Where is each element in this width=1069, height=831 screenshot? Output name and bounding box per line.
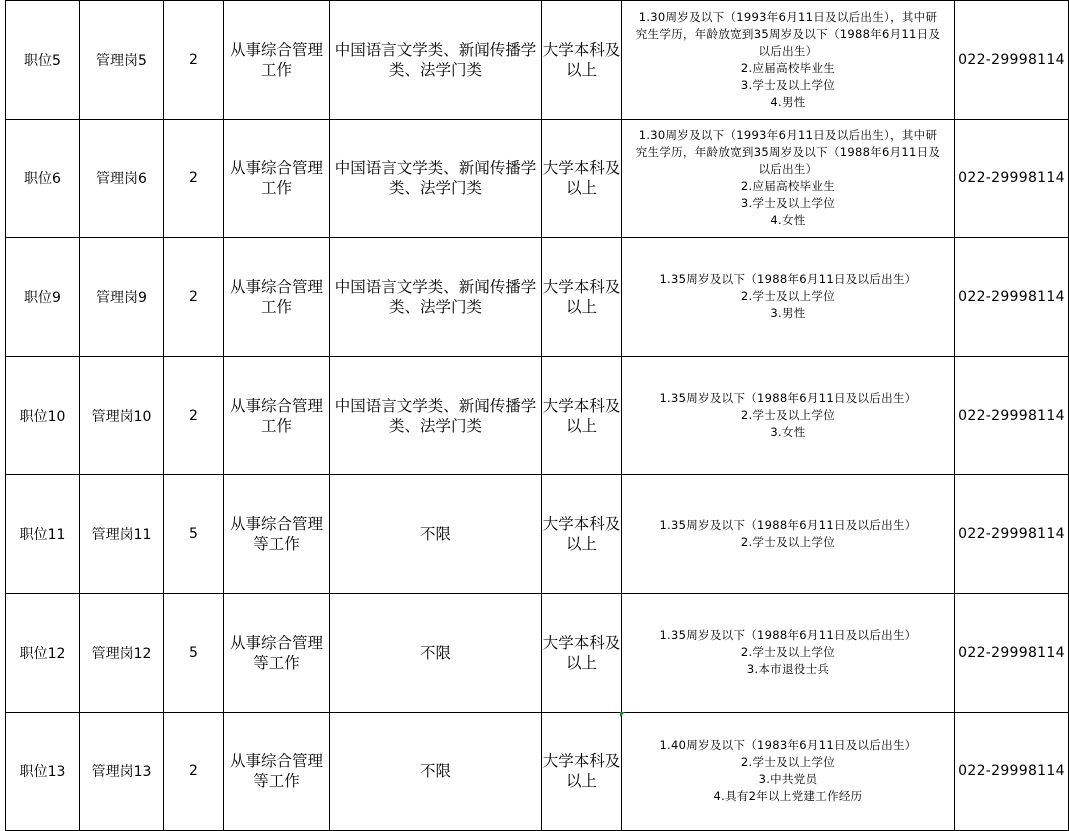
requirement-line: 2.应届高校毕业生 — [740, 60, 836, 75]
headcount-cell[interactable]: 2 — [164, 1, 224, 120]
education-cell[interactable]: 大学本科及以上 — [542, 593, 622, 712]
requirement-line: 3.女性 — [770, 425, 806, 440]
work-content-cell[interactable]: 从事综合管理等工作 — [224, 475, 330, 594]
requirement-line: 2.学士及以上学位 — [740, 645, 836, 660]
table-row — [6, 593, 1069, 712]
position-id-cell[interactable]: 职位11 — [6, 475, 80, 594]
requirement-line: 以后出生） — [758, 43, 818, 58]
requirement-line: 3.学士及以上学位 — [740, 196, 836, 211]
table-row — [6, 712, 1069, 831]
major-cell[interactable]: 中国语言文学类、新闻传播学类、法学门类 — [330, 1, 542, 120]
phone-cell[interactable]: 022-29998114 — [955, 712, 1069, 831]
position-name-cell[interactable]: 管理岗11 — [80, 475, 164, 594]
requirement-line: 1.30周岁及以下（1993年6月11日及以后出生），其中研 — [638, 9, 938, 24]
requirement-line: 4.男性 — [770, 94, 806, 109]
requirements-cell[interactable] — [622, 593, 955, 712]
requirement-line: 3.男性 — [770, 306, 806, 321]
requirement-line: 3.学士及以上学位 — [740, 77, 836, 92]
requirements-cell[interactable] — [622, 238, 955, 357]
position-name-cell[interactable]: 管理岗5 — [80, 1, 164, 120]
requirements-cell[interactable] — [622, 1, 955, 120]
work-content-cell[interactable]: 从事综合管理工作 — [224, 119, 330, 238]
requirement-line: 2.学士及以上学位 — [740, 535, 836, 550]
education-cell[interactable]: 大学本科及以上 — [542, 238, 622, 357]
table-row — [6, 1, 1069, 120]
requirements-cell[interactable] — [622, 475, 955, 594]
headcount-cell[interactable]: 5 — [164, 475, 224, 594]
education-cell[interactable]: 大学本科及以上 — [542, 1, 622, 120]
positions-table — [5, 0, 1069, 831]
requirement-line: 以后出生） — [758, 162, 818, 177]
cell-comment-marker — [620, 712, 625, 717]
position-id-cell[interactable]: 职位12 — [6, 593, 80, 712]
major-cell[interactable]: 中国语言文学类、新闻传播学类、法学门类 — [330, 238, 542, 357]
work-content-cell[interactable]: 从事综合管理等工作 — [224, 593, 330, 712]
headcount-cell[interactable]: 2 — [164, 356, 224, 475]
work-content-cell[interactable]: 从事综合管理等工作 — [224, 712, 330, 831]
requirement-line: 1.35周岁及以下（1988年6月11日及以后出生） — [659, 391, 917, 406]
headcount-cell[interactable]: 5 — [164, 593, 224, 712]
position-name-cell[interactable]: 管理岗12 — [80, 593, 164, 712]
position-id-cell[interactable]: 职位5 — [6, 1, 80, 120]
education-cell[interactable]: 大学本科及以上 — [542, 475, 622, 594]
major-cell[interactable]: 不限 — [330, 712, 542, 831]
table-row — [6, 356, 1069, 475]
requirement-line: 究生学历，年龄放宽到35周岁及以下（1988年6月11日及 — [635, 145, 941, 160]
headcount-cell[interactable]: 2 — [164, 712, 224, 831]
requirement-line: 1.30周岁及以下（1993年6月11日及以后出生），其中研 — [638, 128, 938, 143]
requirement-line: 1.35周岁及以下（1988年6月11日及以后出生） — [659, 272, 917, 287]
requirement-line: 3.本市退役士兵 — [746, 662, 830, 677]
phone-cell[interactable]: 022-29998114 — [955, 238, 1069, 357]
requirement-line: 1.35周岁及以下（1988年6月11日及以后出生） — [659, 628, 917, 643]
table-body — [6, 1, 1069, 831]
phone-cell[interactable]: 022-29998114 — [955, 119, 1069, 238]
table-row — [6, 475, 1069, 594]
education-cell[interactable]: 大学本科及以上 — [542, 356, 622, 475]
position-id-cell[interactable]: 职位10 — [6, 356, 80, 475]
phone-cell[interactable]: 022-29998114 — [955, 475, 1069, 594]
phone-cell[interactable]: 022-29998114 — [955, 356, 1069, 475]
position-name-cell[interactable]: 管理岗13 — [80, 712, 164, 831]
requirement-line: 2.应届高校毕业生 — [740, 179, 836, 194]
requirement-line: 2.学士及以上学位 — [740, 408, 836, 423]
requirements-cell[interactable] — [622, 712, 955, 831]
major-cell[interactable]: 不限 — [330, 475, 542, 594]
position-id-cell[interactable]: 职位9 — [6, 238, 80, 357]
position-name-cell[interactable]: 管理岗10 — [80, 356, 164, 475]
headcount-cell[interactable]: 2 — [164, 238, 224, 357]
work-content-cell[interactable]: 从事综合管理工作 — [224, 238, 330, 357]
requirement-line: 4.女性 — [770, 213, 806, 228]
major-cell[interactable]: 中国语言文学类、新闻传播学类、法学门类 — [330, 119, 542, 238]
requirements-cell[interactable] — [622, 119, 955, 238]
major-cell[interactable]: 不限 — [330, 593, 542, 712]
requirement-line: 究生学历，年龄放宽到35周岁及以下（1988年6月11日及 — [635, 26, 941, 41]
phone-cell[interactable]: 022-29998114 — [955, 593, 1069, 712]
table-row — [6, 238, 1069, 357]
position-id-cell[interactable]: 职位6 — [6, 119, 80, 238]
phone-cell[interactable]: 022-29998114 — [955, 1, 1069, 120]
requirement-line: 4.具有2年以上党建工作经历 — [713, 789, 863, 804]
work-content-cell[interactable]: 从事综合管理工作 — [224, 356, 330, 475]
position-name-cell[interactable]: 管理岗9 — [80, 238, 164, 357]
education-cell[interactable]: 大学本科及以上 — [542, 712, 622, 831]
requirement-line: 3.中共党员 — [758, 772, 818, 787]
education-cell[interactable]: 大学本科及以上 — [542, 119, 622, 238]
major-cell[interactable]: 中国语言文学类、新闻传播学类、法学门类 — [330, 356, 542, 475]
requirement-line: 1.40周岁及以下（1983年6月11日及以后出生） — [659, 738, 917, 753]
requirements-cell[interactable] — [622, 356, 955, 475]
requirement-line: 1.35周岁及以下（1988年6月11日及以后出生） — [659, 518, 917, 533]
position-name-cell[interactable]: 管理岗6 — [80, 119, 164, 238]
requirement-line: 2.学士及以上学位 — [740, 289, 836, 304]
position-id-cell[interactable]: 职位13 — [6, 712, 80, 831]
work-content-cell[interactable]: 从事综合管理工作 — [224, 1, 330, 120]
headcount-cell[interactable]: 2 — [164, 119, 224, 238]
requirement-line: 2.学士及以上学位 — [740, 755, 836, 770]
table-row — [6, 119, 1069, 238]
